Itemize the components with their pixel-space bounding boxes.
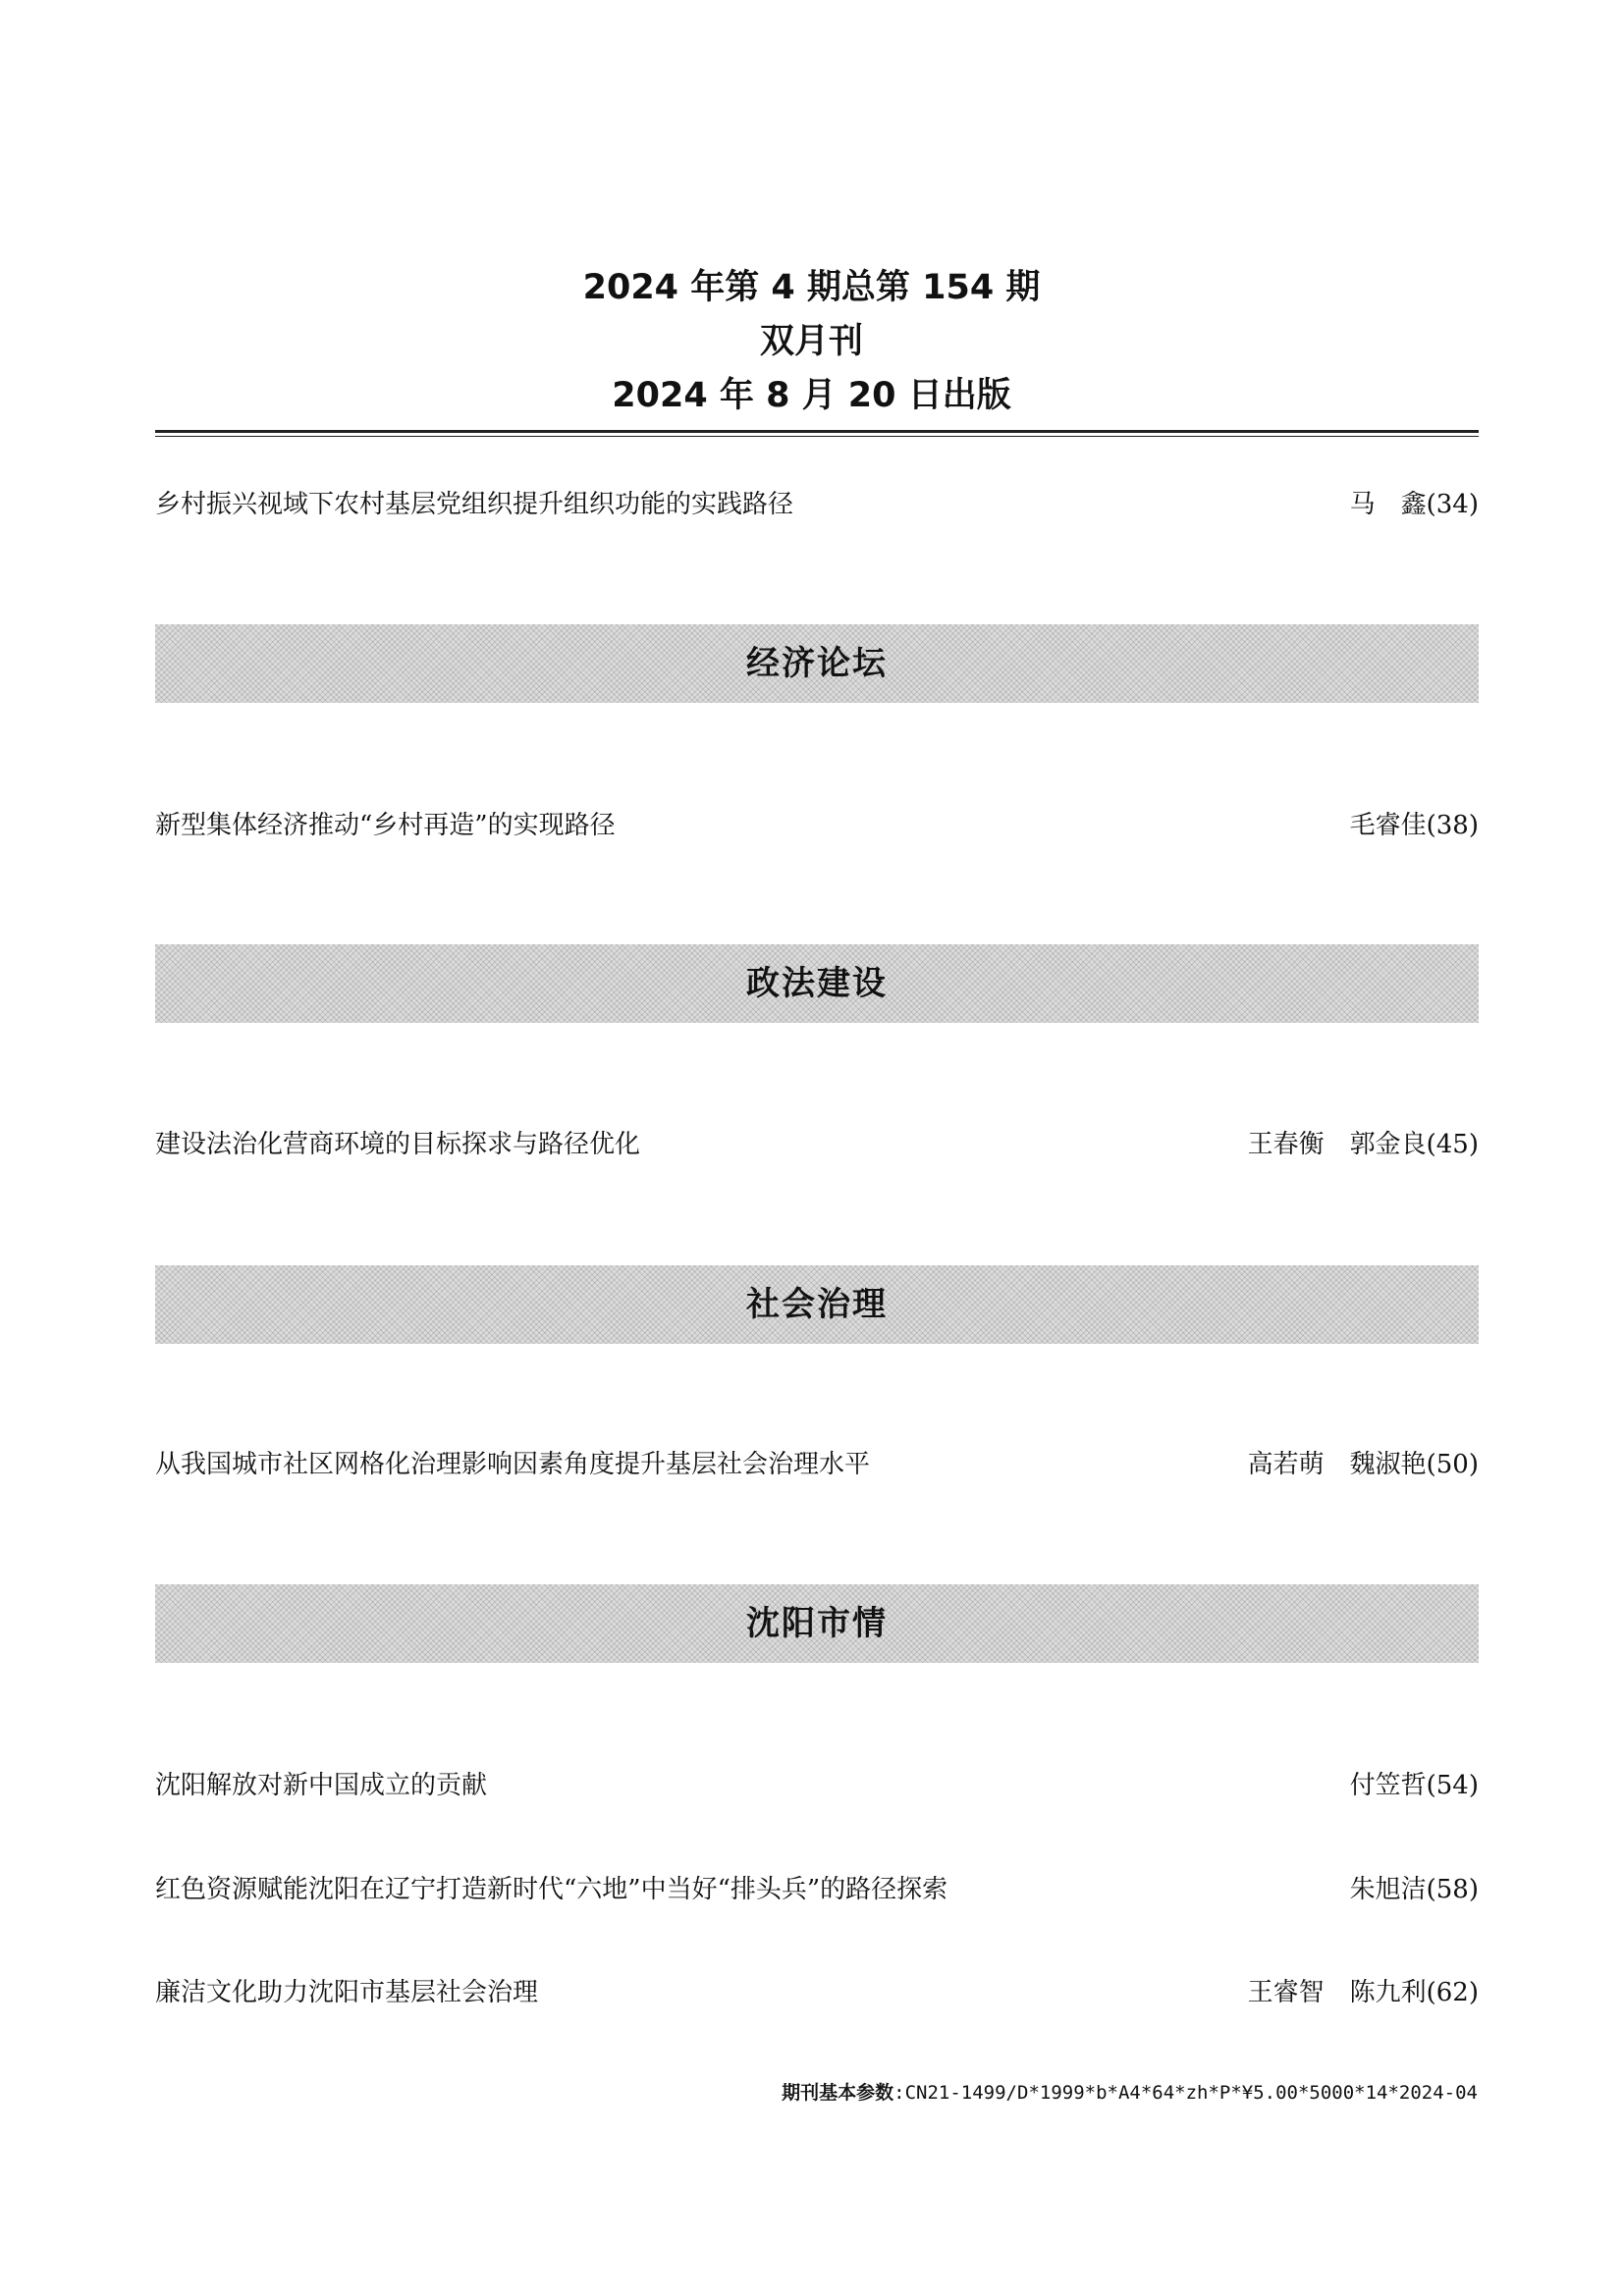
issue-line: 2024 年第 4 期总第 154 期 bbox=[582, 268, 1041, 307]
header-rule-thin bbox=[155, 436, 1479, 437]
section-header-governance bbox=[155, 1265, 1479, 1344]
article-authors: 高若萌 魏淑艳(50) bbox=[1247, 1450, 1479, 1479]
section-title: 沈阳市情 bbox=[746, 1604, 888, 1643]
article-authors: 毛睿佳(38) bbox=[1349, 811, 1479, 840]
journal-parameters bbox=[782, 2078, 1478, 2108]
params-label: 期刊基本参数 bbox=[782, 2082, 894, 2104]
toc-entry[interactable] bbox=[155, 1971, 1479, 2014]
publish-date: 2024 年 8 月 20 日出版 bbox=[612, 376, 1011, 415]
toc-entry[interactable] bbox=[155, 804, 1479, 847]
article-authors: 王睿智 陈九利(62) bbox=[1247, 1978, 1479, 2007]
article-authors: 付笠哲(54) bbox=[1349, 1771, 1479, 1800]
article-title[interactable]: 红色资源赋能沈阳在辽宁打造新时代“六地”中当好“排头兵”的路径探索 bbox=[155, 1875, 948, 1904]
section-header-shenyang bbox=[155, 1584, 1479, 1663]
issue-header bbox=[0, 261, 1623, 423]
section-header-economy bbox=[155, 624, 1479, 703]
article-title[interactable]: 廉洁文化助力沈阳市基层社会治理 bbox=[155, 1978, 539, 2007]
section-title: 经济论坛 bbox=[746, 644, 888, 683]
article-authors: 朱旭洁(58) bbox=[1349, 1875, 1479, 1904]
params-value: :CN21-1499/D*1999*b*A4*64*zh*P*¥5.00*5000*14*2024-04 bbox=[893, 2082, 1478, 2104]
section-title: 社会治理 bbox=[746, 1285, 888, 1324]
section-title: 政法建设 bbox=[746, 964, 888, 1003]
article-title[interactable]: 乡村振兴视域下农村基层党组织提升组织功能的实践路径 bbox=[155, 490, 794, 519]
article-title[interactable]: 沈阳解放对新中国成立的贡献 bbox=[155, 1771, 488, 1800]
frequency-label: 双月刊 bbox=[759, 322, 863, 361]
article-title[interactable]: 从我国城市社区网格化治理影响因素角度提升基层社会治理水平 bbox=[155, 1450, 871, 1479]
article-title[interactable]: 新型集体经济推动“乡村再造”的实现路径 bbox=[155, 811, 616, 840]
article-authors: 王春衡 郭金良(45) bbox=[1247, 1130, 1479, 1159]
toc-entry[interactable] bbox=[155, 1443, 1479, 1486]
article-title[interactable]: 建设法治化营商环境的目标探求与路径优化 bbox=[155, 1130, 641, 1159]
toc-entry[interactable] bbox=[155, 483, 1479, 526]
section-header-law bbox=[155, 944, 1479, 1023]
header-rule-thick bbox=[155, 430, 1479, 433]
article-authors: 马 鑫(34) bbox=[1349, 490, 1479, 519]
toc-entry[interactable] bbox=[155, 1123, 1479, 1166]
toc-entry[interactable] bbox=[155, 1764, 1479, 1807]
toc-entry[interactable] bbox=[155, 1868, 1479, 1911]
